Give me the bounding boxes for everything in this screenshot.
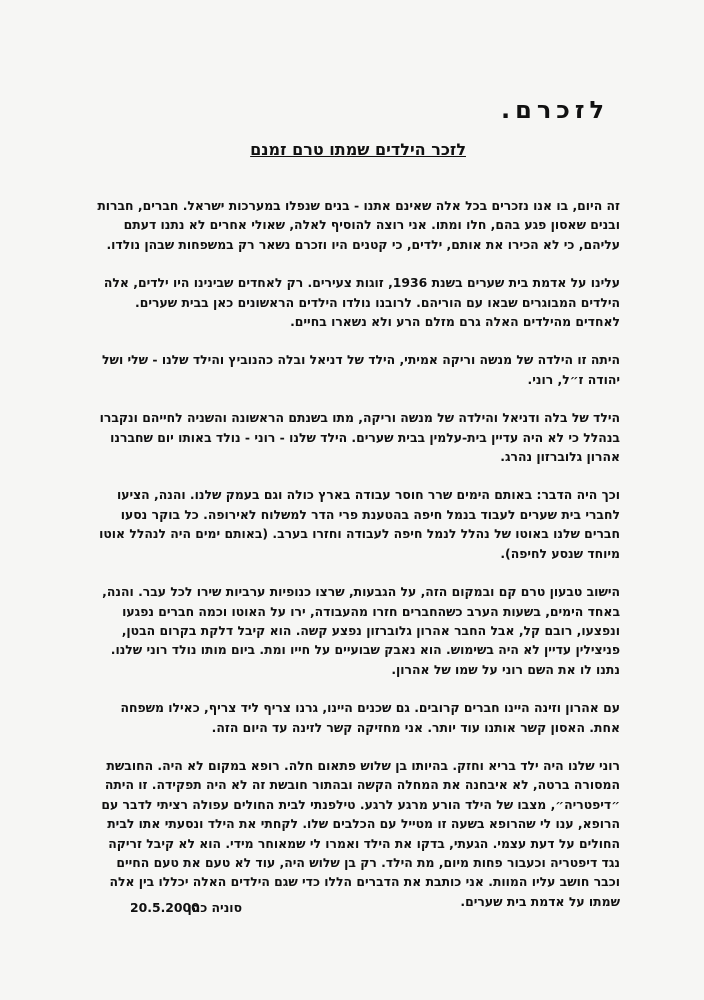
signature-date: 20.5.2000	[130, 900, 200, 915]
paragraph-5: וכך היה הדבר: באותם הימים שרר חוסר עבודה בארץ כולה וגם בעמק שלנו. והנה, הציעו לחברי בית שערים לעבוד בנמל חיפה בהטענת פרי הדר למשלוח לאירופה. כל בוקר נסעו חברים שלנו באוטו של נהלל לנמל חיפה לעבודה וחזרו בערב. (באותם ימים היה לנהלל אוטו מיוחד שנסע לחיפה).	[99, 487, 620, 561]
document-body	[92, 196, 620, 911]
paragraph-3: היתה זו הילדה של מנשה וריקה אמיתי, הילד של דניאל ובלה כהנוביץ והילד שלנו - שלי ושל יהודה ז״ל, רוני.	[102, 352, 620, 387]
paragraph-1: זה היום, בו אנו נזכרים בכל אלה שאינם אתנו - בנים שנפלו במערכות ישראל. חברים, חברות ובנים שאסון פגע בהם, חלו ומתו. אני רוצה להוסיף לאלה, שאולי אחרים לא נתנו דעתם עליהם, כי לא הכירו את אותם, ילדים, כי קטנים היו וזכרם נשאר רק במשפחות שבהן נולדו.	[97, 198, 620, 252]
paragraph-7: עם אהרון וזינה היינו חברים קרובים. גם שכנים היינו, גרנו צריף ליד צריף, כאילו משפחה אחת. האסון קשר אותנו עוד יותר. אני מחזיקה קשר לזינה עד היום הזה.	[120, 700, 620, 735]
document-title: לזכרם.	[501, 96, 609, 124]
paragraph-2: עלינו על אדמת בית שערים בשנת 1936, זוגות צעירים. רק לאחדים שבינינו היו ילדים, אלה הילדים המבוגרים שבאו עם הוריהם. לרובנו נולדו הילדים הראשונים כאן בבית שערים. לאחדים מהילדים האלה גרם מזלם הרע ולא נשארו בחיים.	[103, 275, 620, 330]
paragraph-8: רוני שלנו היה ילד בריא וחזק. בהיותו בן שלוש פתאום חלה. רופא במקום לא היה. החובשת המסורה ברטה, לא איבחנה את המחלה הקשה ובהתור חובשת זה לא היה תפקידה. זו היתה ״דיפטריה״, מצבו של הילד הורע מרגע לרגע. טילפנתי לבית החולים עפולה רציתי לדבר עם הרופא, ענו לי שהרופא בשעה זו מטייל עם הכלבים שלו. לקחתי את הילד ונסעתי אתו לבית החולים על דעת עצמי. הגעתי, בדקו את הילד ואמרו לי שמאוחר מידי. הוא לא קיבל זריקה נגד דיפטריה וכעבור פחות מיום, מת הילד. רק בן שלוש היה, עוד לא טעם את טעם החיים וכבר חושב עליו המוות. אני כותבת את הדברים הללו כדי שגם הילדים האלה יכללו בין אלה שמתו על אדמת בית שערים.	[101, 757, 620, 909]
signature-name: סוניה כהן	[187, 900, 242, 915]
document-subtitle: לזכר הילדים שמתו טרם זמנם	[250, 140, 466, 159]
paragraph-4: הילד של בלה ודניאל והילדה של מנשה וריקה, מתו בשנתם הראשונה והשניה לחייהם ונקברו בנהלל כי לא היה עדיין בית-עלמין בבית שערים. הילד שלנו - רוני - נולד באותו יום שחברנו אהרון גלוברזון נהרג.	[99, 410, 620, 465]
paragraph-6: הישוב טבעון טרם קם ובמקום הזה, על הגבעות, שרצו כנופיות ערביות שירו לכל עבר. והנה, באחד הימים, בשעות הערב כשהחברים חזרו מהעבודה, ירו על האוטו וכמה חברים נפגעו ונפצעו, רובם קל, אבל החבר אהרון גלוברזון נפצע קשה. הוא קיבל דלקת בקרום הבטן, פניצילין עדיין לא היה בשימוש. הוא נאבק שבועיים על חייו ומת. ביום מותו נולד רוני שלנו. נתנו לו את השם רוני על שמו של אהרון.	[102, 584, 620, 677]
